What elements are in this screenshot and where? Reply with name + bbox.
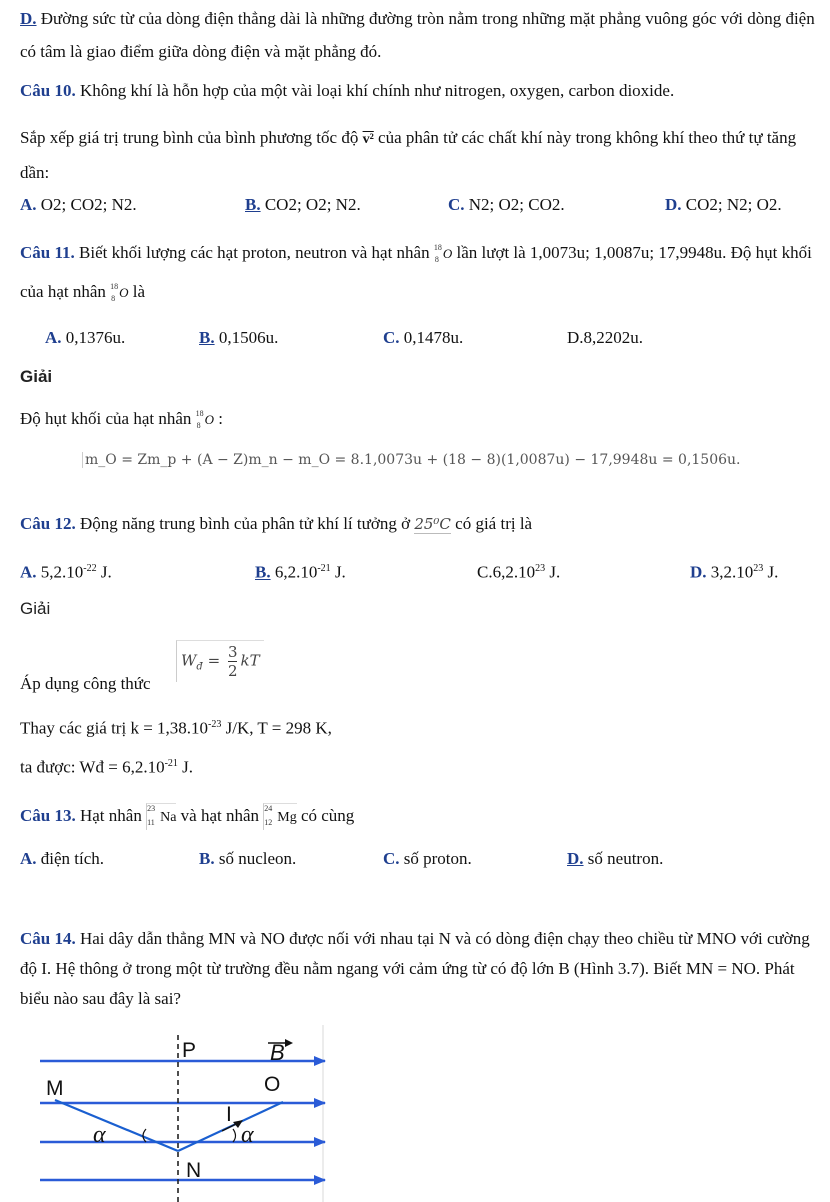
solution-intro: Độ hụt khối của hạt nhân 18 8 O : [20,407,223,432]
oxygen-18-nucleus [196,408,214,432]
question-label: Câu 14. [20,929,76,948]
exponent: -23 [208,719,222,730]
question-label: Câu 13. [20,806,76,825]
stem-part: là [132,282,146,301]
option-a[interactable] [20,847,104,871]
option-value: 6,2.10 [492,562,536,582]
stem-part: của phân tử các chất khí này trong không khí theo thứ tự tăng dần: [20,128,797,182]
option-label: D. [567,849,584,868]
question-11-text [20,234,816,312]
question-10-text [20,74,816,107]
atomic-number: 12 [264,818,273,827]
v-squared-symbol: v² [362,132,374,147]
fraction [228,643,238,680]
temperature: 25⁰C [414,515,451,533]
mass-number: 23 [147,804,156,813]
angle-arc-right [233,1129,236,1142]
option-text: Đường sức từ của dòng điện thẳng dài là những đường tròn nằm trong những mặt phẳng vuông góc với dòng điện có tâm là giao điểm giữa dòng điện và mặt phẳng đó. [20,9,815,61]
option-c[interactable] [383,326,463,350]
oxygen-18-nucleus [434,235,452,273]
element-symbol: O [442,246,453,261]
formula-subscript: đ [196,661,203,673]
option-text: O2; CO2; N2. [40,195,137,214]
apply-formula-text: Áp dụng công thức [20,674,151,693]
question-stem: Không khí là hỗn hợp của một vài loại khí chính như nitrogen, oxygen, carbon dioxide. [79,81,675,100]
exponent: -21 [317,563,331,574]
label-alpha-left: α [93,1122,106,1148]
option-label: D. [690,562,707,582]
option-label: C. [477,562,493,582]
stem-part: Biết khối lượng các hạt proton, neutron và hạt nhân [79,243,430,262]
stem-part: Sắp xếp giá trị trung bình của bình phương tốc độ [20,128,359,147]
mass-number: 24 [264,804,273,813]
question-12-text [20,512,532,536]
element-symbol: O [119,285,129,300]
stem-part: Động năng trung bình của phân tử khí lí tưởng ở [79,514,411,533]
option-label: A. [20,562,37,582]
option-d[interactable] [665,193,782,217]
atomic-number: 8 [434,255,439,264]
formula-w: W [181,651,197,670]
option-c[interactable] [477,557,560,585]
option-d[interactable] [690,557,778,585]
option-value: 3,2.10 [710,562,754,582]
element-symbol: Na [160,810,177,825]
element-symbol: Mg [277,810,297,825]
option-c[interactable] [448,193,565,217]
option-b[interactable] [199,847,296,871]
option-label: A. [45,328,62,347]
b-vector-arrowhead [285,1039,293,1047]
option-text: số nucleon. [218,849,297,868]
stem-part: lần lượt là 1,0073u; 1,0087u; 17,9948u. Độ hụt khối của hạt nhân [20,243,812,301]
atomic-number: 11 [147,818,155,827]
exponent: 23 [535,563,546,574]
question-14-text [20,924,816,1014]
option-label: D. [567,328,584,347]
formula-kt: kT [240,651,260,670]
option-text: số proton. [403,849,472,868]
magnesium-nucleus [263,803,296,830]
label-m: M [46,1077,64,1100]
stem-part: có cùng [300,806,355,825]
unit: J. [100,562,112,582]
option-c[interactable] [383,847,472,871]
solution-title: Giải [20,367,53,386]
option-label: D. [665,195,682,214]
option-label: B. [199,849,215,868]
option-text: N2; O2; CO2. [468,195,565,214]
mass-number: 18 [195,409,204,418]
wire-mn [55,1100,178,1151]
option-b[interactable] [199,326,278,350]
label-o: O [264,1073,281,1096]
label-p: P [182,1039,197,1062]
question-label: Câu 11. [20,243,75,262]
substitution-part: Thay các giá trị k = 1,38.10 [20,718,209,738]
exponent: -22 [83,563,97,574]
solution-title: Giải [20,599,51,618]
result-text [20,752,193,780]
unit: J. [334,562,346,582]
question-stem: Hai dây dẫn thẳng MN và NO được nối với nhau tại N và có dòng điện chạy theo chiều từ MNO với cường độ I. Hệ thông ở trong một từ trường đều nằm ngang với cảm ứng từ có độ lớn B (Hình 3.7). Biết MN = NO. Phát biểu nào sau đây là sai? [20,929,810,1008]
stem-part: và hạt nhân [180,806,260,825]
answer-d-statement [20,2,816,68]
option-label: A. [20,849,37,868]
label-alpha-right: α [241,1122,254,1148]
substitution-text [20,713,332,741]
denominator: 2 [227,662,238,680]
question-10-stem-2 [20,121,816,189]
option-label: C. [383,328,400,347]
result-part: J. [182,757,194,777]
option-label: B. [245,195,261,214]
question-13-text [20,803,354,830]
unit: J. [767,562,779,582]
option-b[interactable] [255,557,346,585]
option-a[interactable] [20,557,112,585]
option-text: 0,1376u. [65,328,126,347]
option-text: số neutron. [587,849,664,868]
stem-part: có giá trị là [455,514,533,533]
exponent: -21 [164,758,178,769]
option-text: 0,1478u. [403,328,464,347]
question-label: Câu 10. [20,81,76,100]
option-text: CO2; O2; N2. [264,195,361,214]
option-label: B. [255,562,271,582]
label-b: B [270,1040,285,1065]
option-value: 5,2.10 [40,562,84,582]
mass-number: 18 [110,282,119,291]
option-a[interactable] [20,193,137,217]
kinetic-energy-formula: $W_đ$ = $\frac{3}{2}$ kT [176,640,264,682]
option-label: B. [199,328,215,347]
option-d[interactable] [567,847,663,871]
oxygen-18-nucleus [110,274,128,312]
option-label: C. [383,849,400,868]
option-label: C. [448,195,465,214]
substitution-part: J/K, T = 298 K, [225,718,332,738]
label-i: I [226,1103,232,1126]
option-b[interactable] [245,193,361,217]
option-label: D. [20,9,37,28]
option-text: CO2; N2; O2. [685,195,782,214]
angle-arc-left [143,1129,146,1142]
unit: J. [549,562,561,582]
option-text: 0,1506u. [218,328,279,347]
option-value: 6,2.10 [274,562,318,582]
exponent: 23 [753,563,764,574]
numerator: 3 [227,643,238,661]
mass-number: 18 [433,243,442,252]
intro-text: Độ hụt khối của hạt nhân [20,409,192,428]
sodium-nucleus [146,803,176,830]
option-text: 8,2202u. [583,328,644,347]
element-symbol: O [204,412,215,427]
question-label: Câu 12. [20,514,76,533]
atomic-number: 8 [111,294,116,303]
magnetic-field-figure [0,1025,340,1202]
option-a[interactable] [45,326,125,350]
mass-defect-equation: m_O = Zm_p + (A − Z)m_n − m_O = 8.1,0073u + (18 − 8)(1,0087u) − 17,9948u = 0,1506u. [82,452,741,468]
result-part: ta được: Wđ = 6,2.10 [20,757,165,777]
option-d[interactable] [567,326,643,350]
option-label: A. [20,195,37,214]
label-n: N [186,1159,202,1182]
atomic-number: 8 [196,421,201,430]
stem-part: Hạt nhân [79,806,142,825]
option-text: điện tích. [40,849,105,868]
